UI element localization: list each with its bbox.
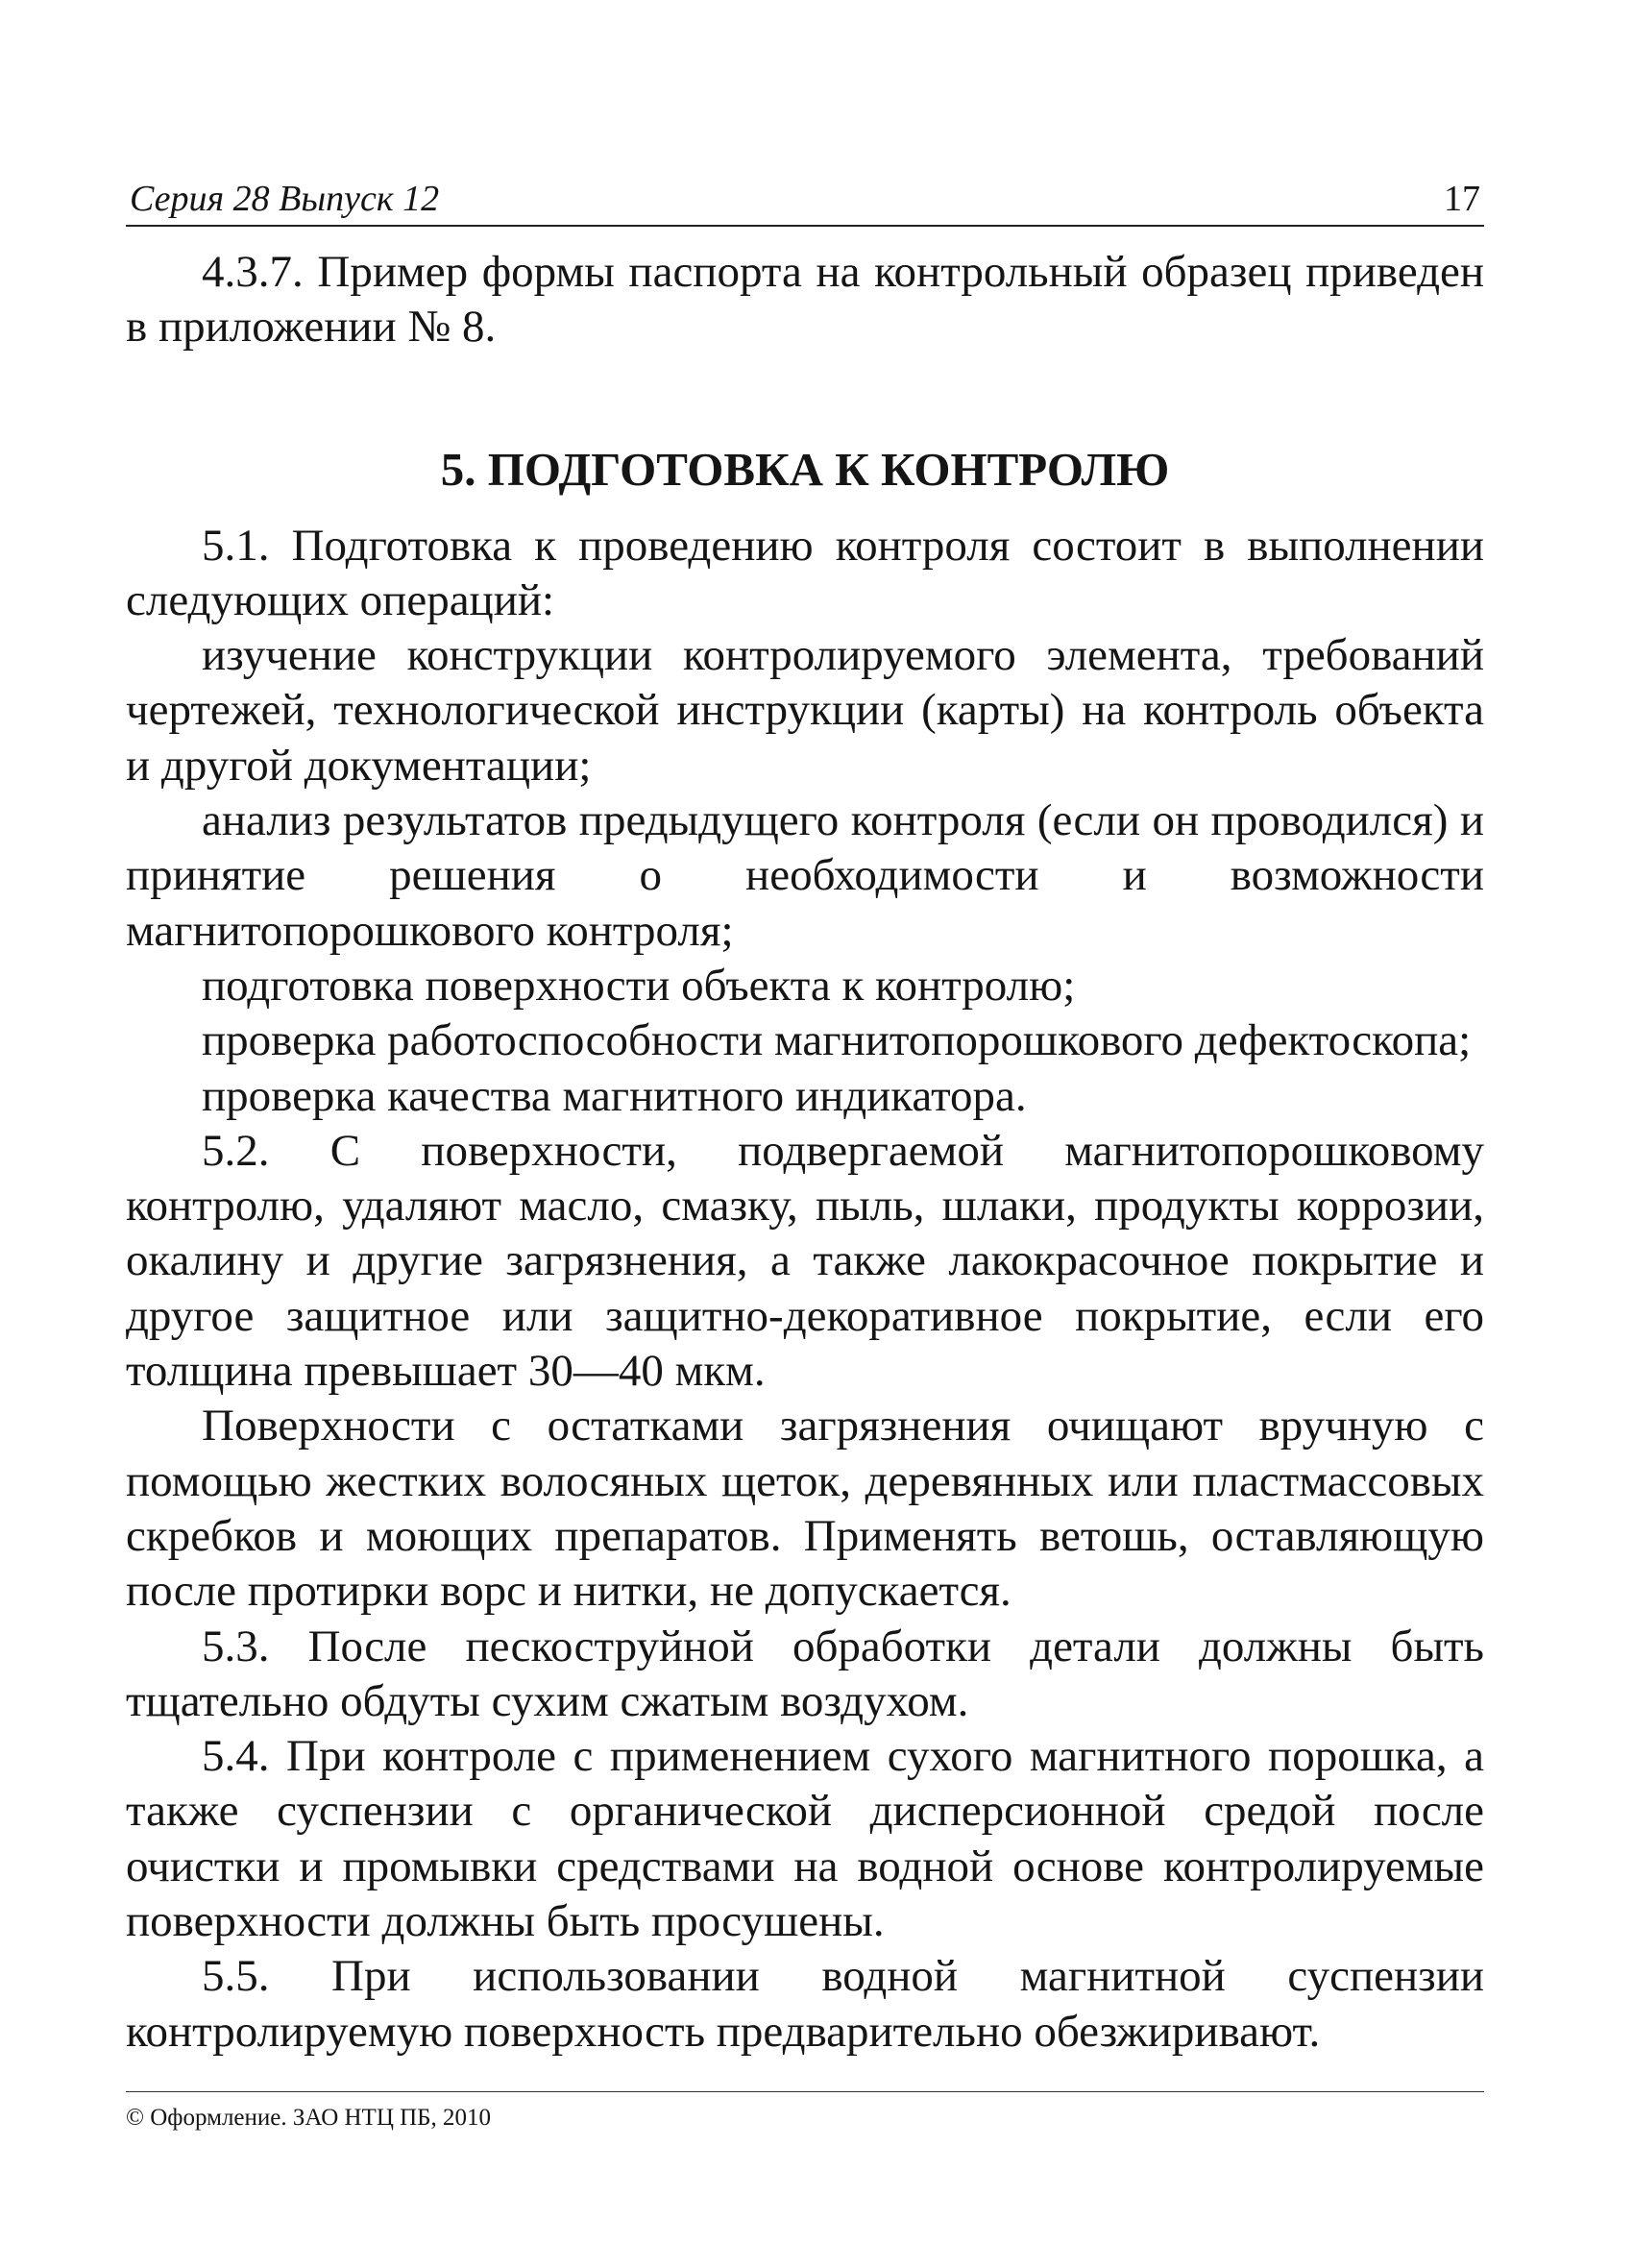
running-header xyxy=(126,173,1484,227)
operation-item: анализ результатов предыдущего контроля (если он проводился) и принятие решения о необходимости и возможности магнитопорошкового контроля; xyxy=(126,795,1484,956)
document-body xyxy=(126,245,1484,2060)
page-footer xyxy=(126,2091,1484,2134)
section-heading: 5. ПОДГОТОВКА К КОНТРОЛЮ xyxy=(440,442,1170,496)
paragraph-5-3: 5.3. После пескоструйной обработки детали должны быть тщательно обдуты сухим сжатым воздухом. xyxy=(126,1621,1484,1726)
operation-item: изучение конструкции контролируемого элемента, требований чертежей, технологической инструкции (карты) на контроль объекта и другой документации; xyxy=(126,630,1484,791)
paragraph-5-2-continued: Поверхности с остатками загрязнения очищают вручную с помощью жестких волосяных щеток, деревянных или пластмассовых скребков и моющих препаратов. Применять ветошь, оставляющую после протирки ворс и нитки, не допускается. xyxy=(126,1401,1484,1617)
operation-item: проверка работоспособности магнитопорошкового дефектоскопа; xyxy=(202,1015,1472,1066)
paragraph-5-4: 5.4. При контроле с применением сухого магнитного порошка, а также суспензии с органической дисперсионной средой после очистки и промывки средствами на водной основе контролируемые поверхности должны быть просушены. xyxy=(126,1731,1484,1947)
operation-item: подготовка поверхности объекта к контролю; xyxy=(202,960,1076,1011)
page-number: 17 xyxy=(1444,179,1480,219)
paragraph-5-2: 5.2. С поверхности, подвергаемой магнитопорошковому контролю, удаляют масло, смазку, пыль, шлаки, продукты коррозии, окалину и другие загрязнения, а также лакокрасочное покрытие и другое защитное или защитно-декоративное покрытие, если его толщина превышает 30—40 мкм. xyxy=(126,1125,1484,1397)
operation-item: проверка качества магнитного индикатора. xyxy=(202,1070,1027,1121)
paragraph-5-1: 5.1. Подготовка к проведению контроля состоит в выполнении следующих операций: xyxy=(126,520,1484,625)
paragraph-4-3-7: 4.3.7. Пример формы паспорта на контрольный образец приведен в приложении № 8. xyxy=(126,247,1484,353)
copyright-notice: © Оформление. ЗАО НТЦ ПБ, 2010 xyxy=(126,2105,492,2131)
series-title: Серия 28 Выпуск 12 xyxy=(130,179,440,219)
paragraph-5-5: 5.5. При использовании водной магнитной суспензии контролируемую поверхность предварительно обезжиривают. xyxy=(126,1951,1484,2057)
